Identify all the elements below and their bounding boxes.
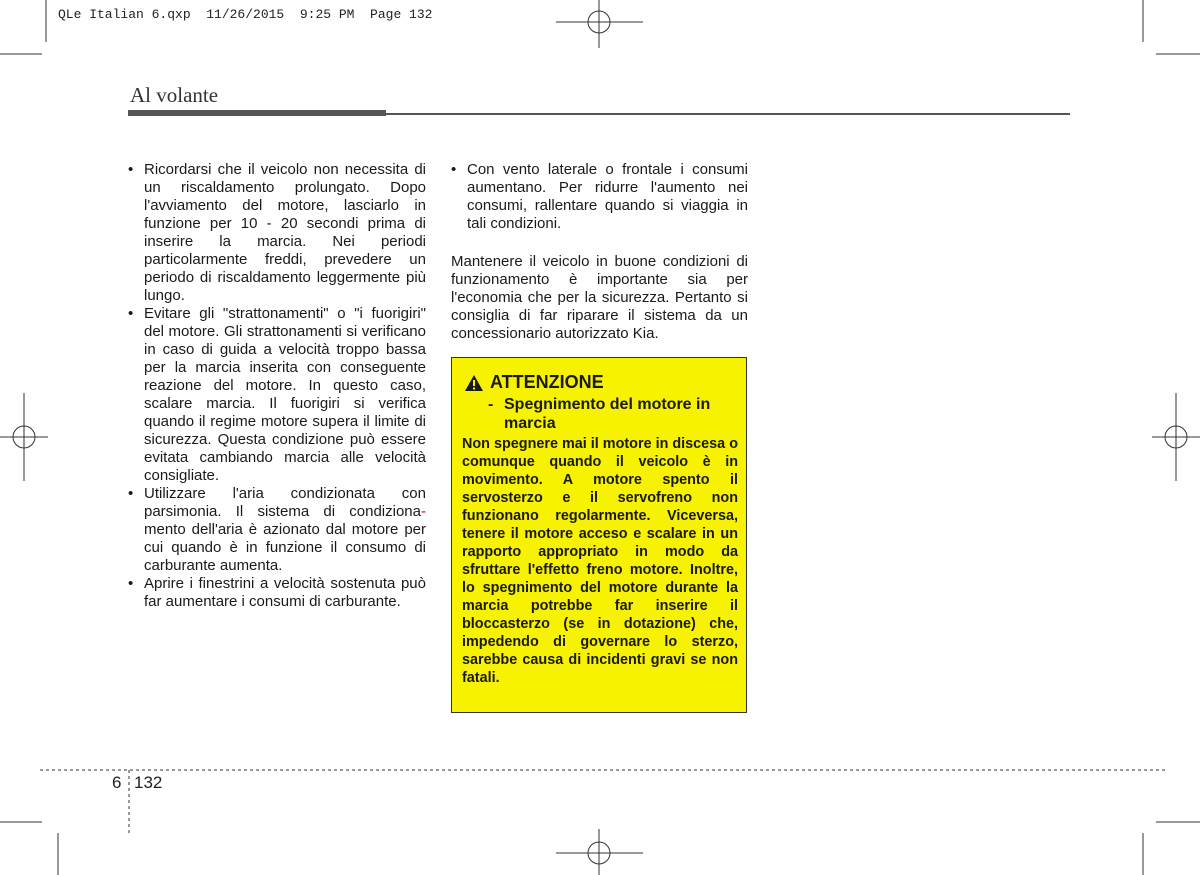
tips-list: [128, 161, 426, 611]
warning-subtitle: [488, 395, 738, 433]
page-number-value: 132: [134, 773, 163, 792]
list-item: • Ricordarsi che il veicolo non necessita di un riscaldamento prolungato. Dopo l'avviamento del motore, lasciarlo in funzione per 10 - 20 secondi prima di inserire la marcia. Nei periodi particolarmente freddi, prevedere un periodo di riscaldamento leggermente più lungo.: [128, 161, 426, 305]
warning-subtitle-dash: -: [488, 396, 494, 413]
warning-subtitle-text: Spegnimento del motore in marcia: [504, 396, 711, 432]
section-number: 6: [112, 773, 122, 792]
warning-box: [451, 357, 747, 713]
list-item: • Aprire i finestrini a velocità sostenuta può far aumentare i consumi di carburante.: [128, 575, 426, 611]
list-item: [128, 485, 426, 575]
print-slug: QLe Italian 6.qxp 11/26/2015 9:25 PM Page 132: [58, 7, 433, 22]
warning-body: Non spegnere mai il motore in discesa o comunque quando il veicolo è in movimento. A motore spento il servosterzo e il servofreno non funzionano regolarmente. Viceversa, tenere il motore acceso e scalare in un rapporto appropriato in modo da sfruttare l'effetto freno motore. Inoltre, lo spegnimento del motore durante la marcia potrebbe far inserire il bloccasterzo (se in dotazione) che, impedendo di governare lo sterzo, sarebbe causa di incidenti gravi se non fatali.: [462, 436, 738, 686]
warning-header: [464, 372, 604, 393]
section-title: Al volante: [130, 83, 219, 107]
warning-triangle-icon: [464, 374, 484, 392]
maintenance-paragraph: Mantenere il veicolo in buone condizioni di funzionamento è importante sia per l'economia che per la sicurezza. Pertanto si consiglia di far riparare il sistema da un concessionario autorizzato Kia.: [451, 253, 748, 342]
list-item: • Con vento laterale o frontale i consumi aumentano. Per ridurre l'aumento nei consumi, rallentare quando si viaggia in tali condizioni.: [451, 161, 748, 233]
hyphen-mark: -: [421, 503, 426, 520]
tips-list: [451, 161, 748, 233]
list-item: • Evitare gli "strattonamenti" o "i fuorigiri" del motore. Gli strattonamenti si verificano in caso di guida a velocità troppo bassa per la marcia inserita con conseguente reazione del motore. In questo caso, scalare marcia. Il fuorigiri si verifica quando il regime motore supera il limite di sicurezza. Questa condizione può essere evitata cambiando marcia alle velocità consigliate.: [128, 305, 426, 485]
left-column: [128, 161, 426, 611]
right-column: [451, 161, 748, 343]
list-item-text: Utilizzare l'aria condizionata con parsimonia. Il sistema di condiziona: [144, 485, 426, 520]
list-item-text: mento dell'aria è azionato dal motore per cui quando è in funzione il consumo di carburante aumenta.: [144, 521, 426, 574]
warning-title: ATTENZIONE: [490, 372, 604, 392]
